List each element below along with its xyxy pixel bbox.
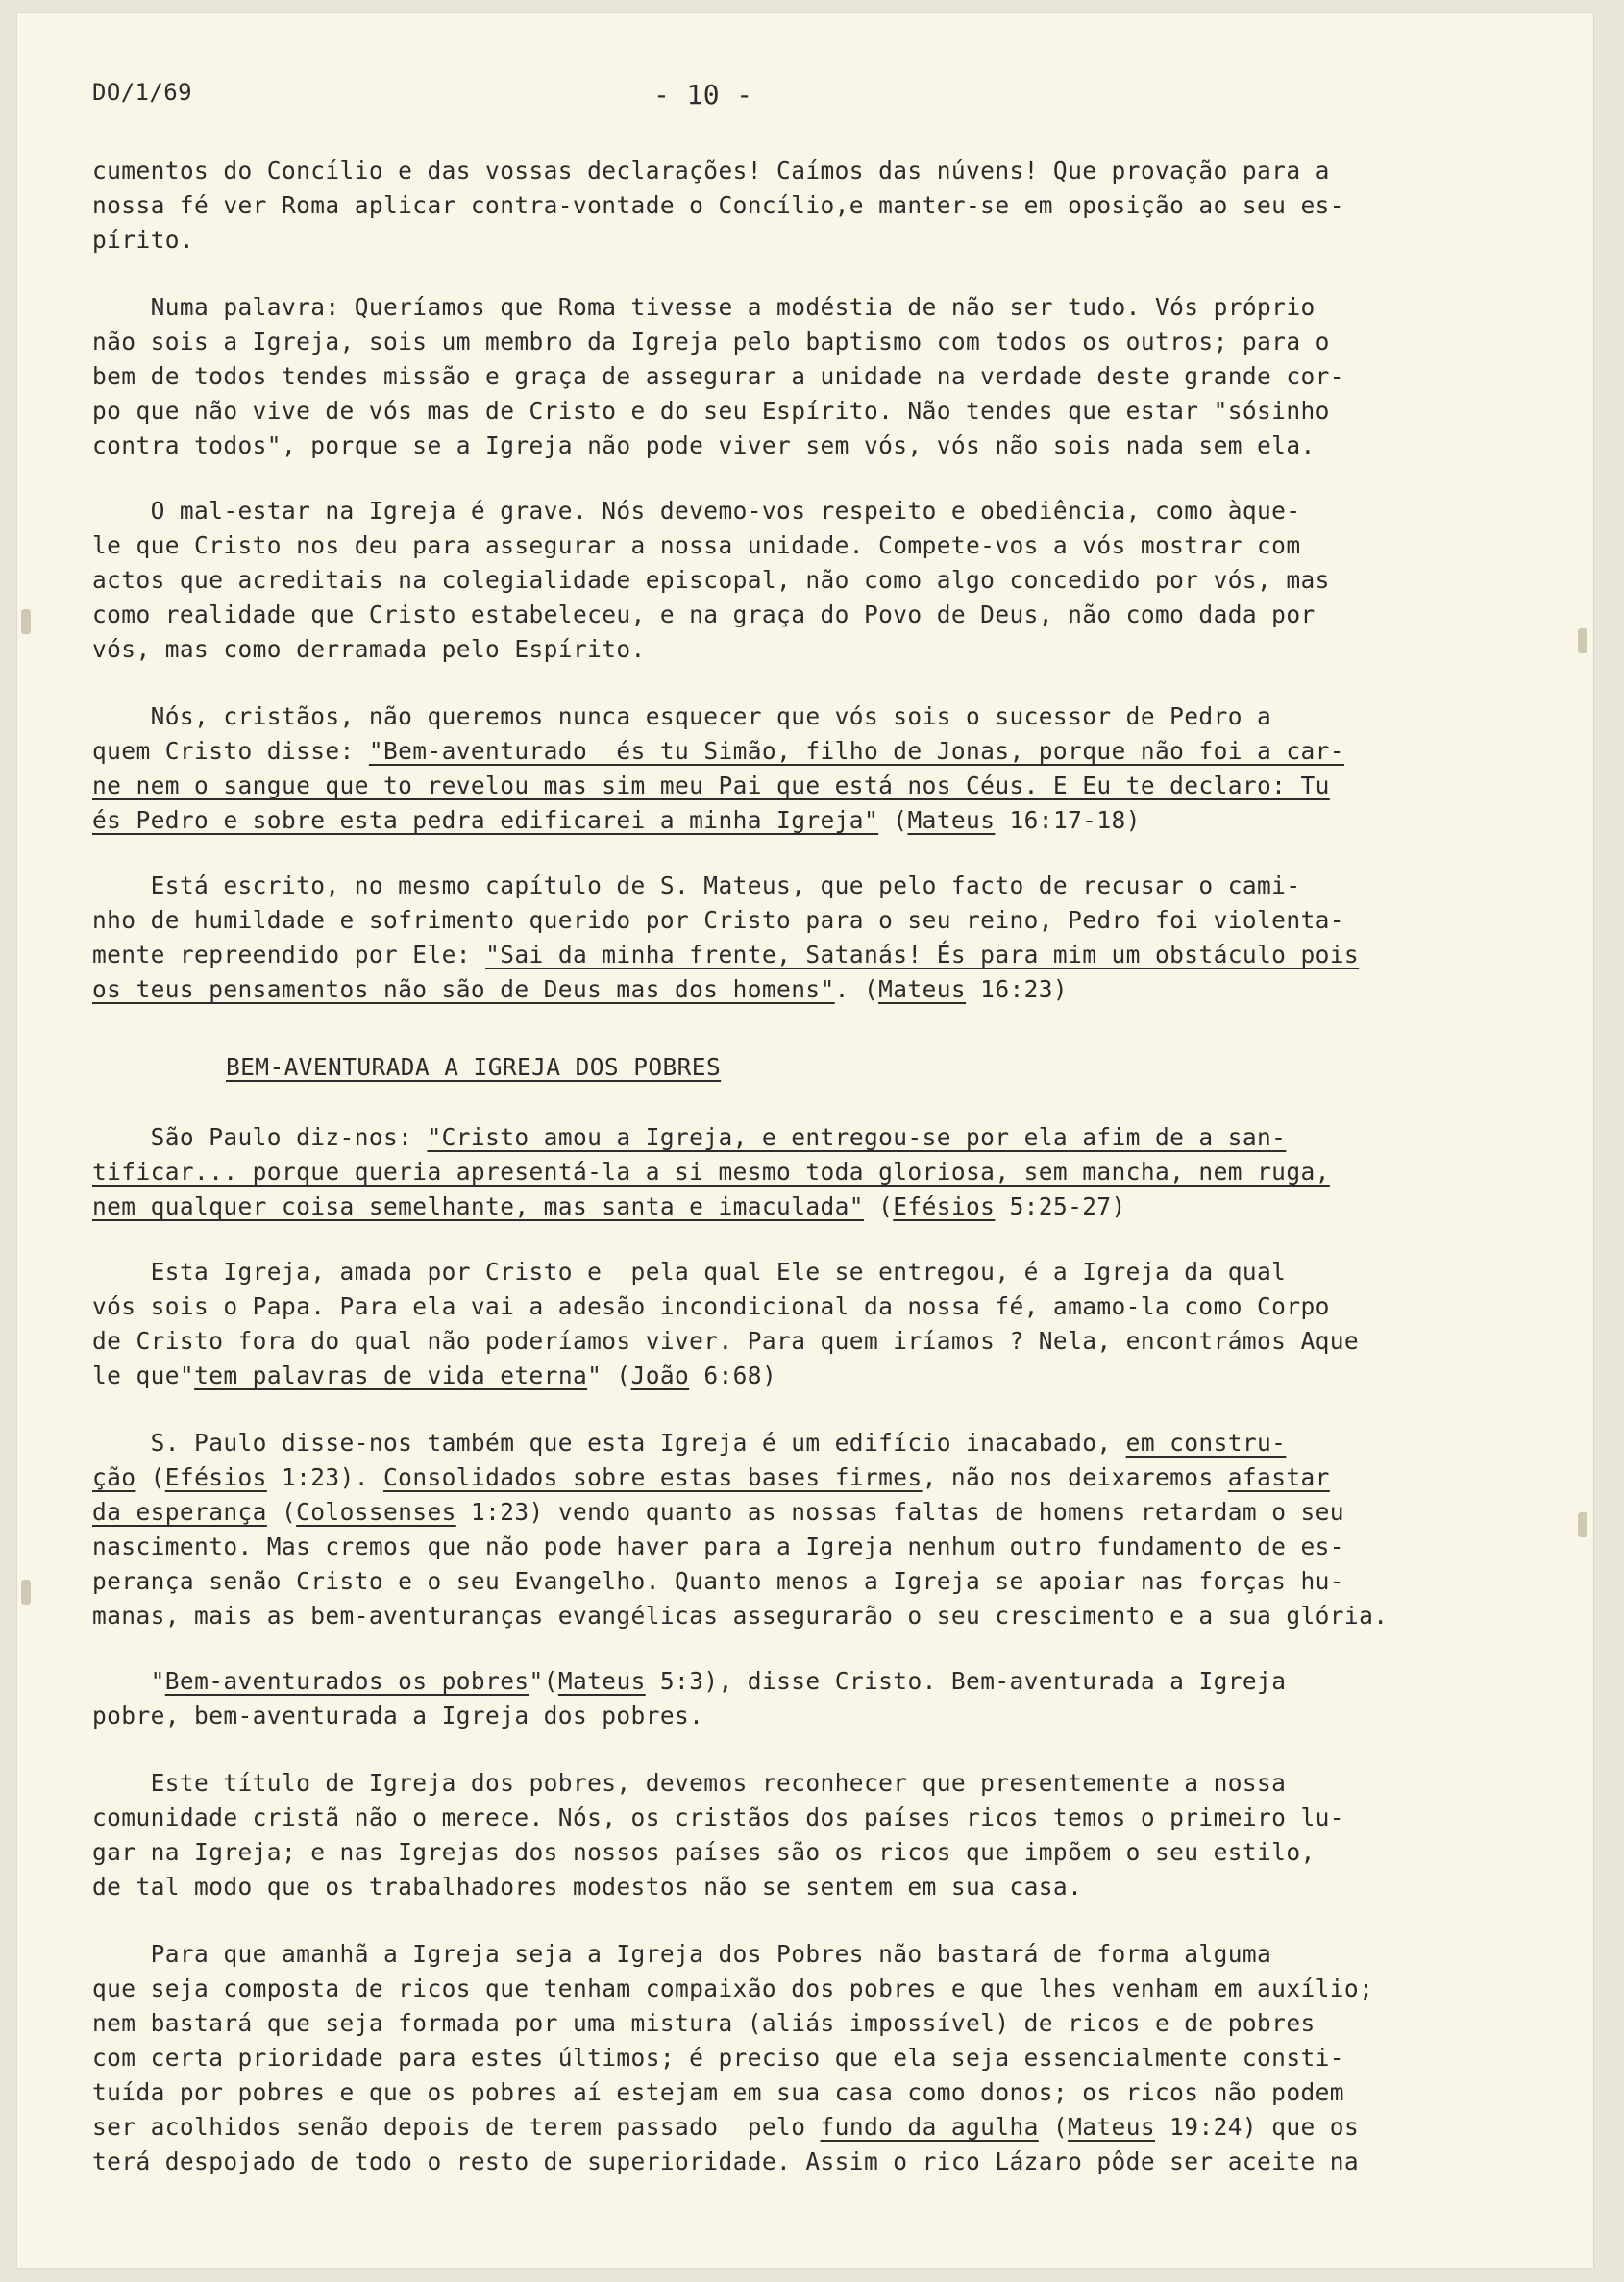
text-line — [92, 359, 1466, 394]
text-line — [92, 2145, 1466, 2179]
paragraph — [92, 154, 1466, 258]
underlined-text: Efésios — [893, 1192, 996, 1220]
text-segment: le que" — [92, 1362, 195, 1389]
underlined-text: da esperança — [92, 1498, 267, 1526]
text-line — [92, 1155, 1466, 1190]
paragraph — [92, 1426, 1466, 1633]
text-segment: pírito. — [92, 226, 195, 254]
text-line — [92, 528, 1466, 563]
text-line — [92, 1564, 1466, 1599]
text-segment: Numa palavra: Queríamos que Roma tivesse a modéstia de não ser tudo. Vós próprio — [92, 293, 1316, 321]
text-segment: não sois a Igreja, sois um membro da Igreja pelo baptismo com todos os outros; para o — [92, 328, 1330, 356]
text-segment: 16:17-18) — [995, 806, 1141, 834]
underlined-text: fundo da agulha — [820, 2113, 1039, 2141]
underlined-text: Bem-aventurados os pobres — [164, 1667, 529, 1695]
text-line — [92, 1289, 1466, 1324]
text-segment: po que não vive de vós mas de Cristo e do seu Espírito. Não tendes que estar "sósinho — [92, 397, 1330, 425]
underlined-text: "Sai da minha frente, Satanás! És para mim um obstáculo pois — [485, 941, 1360, 969]
text-line — [92, 394, 1466, 429]
text-line — [92, 1255, 1466, 1289]
text-segment: ( — [863, 1192, 894, 1220]
text-segment: 6:68) — [689, 1362, 777, 1389]
underlined-text: os teus pensamentos não são de Deus mas dos homens" — [92, 975, 835, 1003]
underlined-text: "Cristo amou a Igreja, e entregou-se por ela afim de a san- — [427, 1123, 1287, 1151]
underlined-text: afastar — [1227, 1463, 1330, 1491]
text-line — [92, 699, 1466, 734]
text-segment: nem bastará que seja formada por uma mistura (aliás impossível) de ricos e de pobres — [92, 2009, 1316, 2037]
text-line — [92, 2075, 1466, 2110]
underlined-text: Mateus — [1068, 2113, 1155, 2141]
text-line — [92, 188, 1466, 223]
text-segment: , não nos deixaremos — [922, 1463, 1228, 1491]
paragraph — [92, 699, 1466, 838]
text-segment: terá despojado de todo o resto de superioridade. Assim o rico Lázaro pôde ser aceite na — [92, 2147, 1360, 2175]
text-segment: São Paulo diz-nos: — [92, 1123, 428, 1151]
text-segment: tuída por pobres e que os pobres aí estejam em sua casa como donos; os ricos não podem — [92, 2078, 1344, 2106]
text-line — [92, 1599, 1466, 1633]
text-segment: Nós, cristãos, não queremos nunca esquecer que vós sois o sucessor de Pedro a — [92, 702, 1272, 730]
underlined-text: ção — [92, 1463, 136, 1491]
text-line — [92, 938, 1466, 972]
text-segment: Para que amanhã a Igreja seja a Igreja dos Pobres não bastará de forma alguma — [92, 1940, 1272, 1968]
text-line — [92, 1120, 1466, 1155]
underlined-text: ne nem o sangue que to revelou mas sim meu Pai que está nos Céus. E Eu te declaro: Tu — [92, 772, 1330, 799]
underlined-text: tificar... porque queria apresentá-la a si mesmo toda gloriosa, sem mancha, nem ruga, — [92, 1158, 1330, 1186]
text-segment: ( — [1038, 2113, 1069, 2141]
text-segment: manas, mais as bem-aventuranças evangélicas assegurarão o seu crescimento e a sua glória. — [92, 1602, 1389, 1630]
text-segment: ser acolhidos senão depois de terem passado pelo — [92, 2113, 821, 2141]
underlined-text: Consolidados sobre estas bases firmes — [383, 1463, 923, 1491]
text-segment: S. Paulo disse-nos também que esta Igreja é um edifício inacabado, — [92, 1429, 1126, 1457]
text-segment: que seja composta de ricos que tenham compaixão dos pobres e que lhes venham em auxílio; — [92, 1975, 1374, 2002]
text-line — [92, 1664, 1466, 1699]
text-segment: perança senão Cristo e o seu Evangelho. Quanto menos a Igreja se apoiar nas forças hu- — [92, 1567, 1344, 1595]
text-line — [92, 1460, 1466, 1495]
text-segment: . ( — [834, 975, 879, 1003]
text-line — [92, 563, 1466, 598]
text-line — [92, 290, 1466, 325]
text-line — [92, 1324, 1466, 1359]
paragraph — [92, 1664, 1466, 1733]
binding-hole-mark — [21, 1580, 31, 1605]
underlined-text: nem qualquer coisa semelhante, mas santa e imaculada" — [92, 1192, 864, 1220]
text-segment: contra todos", porque se a Igreja não pode viver sem vós, vós não sois nada sem ela. — [92, 431, 1316, 459]
text-segment: vós sois o Papa. Para ela vai a adesão incondicional da nossa fé, amamo-la como Corpo — [92, 1292, 1330, 1320]
text-line — [92, 2006, 1466, 2041]
paragraph — [92, 290, 1466, 463]
text-line — [92, 1699, 1466, 1733]
underlined-text: Mateus — [878, 975, 967, 1003]
paragraph — [92, 1255, 1466, 1393]
text-line — [92, 1835, 1466, 1870]
text-line — [92, 1801, 1466, 1835]
text-segment: nossa fé ver Roma aplicar contra-vontade o Concílio,e manter-se em oposição ao seu es- — [92, 191, 1344, 219]
text-segment: "( — [529, 1667, 558, 1695]
text-line — [92, 2110, 1466, 2145]
text-segment: de Cristo fora do qual não poderíamos viver. Para quem iríamos ? Nela, encontrámos Aque — [92, 1327, 1360, 1355]
text-segment: Este título de Igreja dos pobres, devemos reconhecer que presentemente a nossa — [92, 1769, 1287, 1797]
text-line — [92, 1937, 1466, 1972]
text-line — [92, 598, 1466, 632]
text-segment: ( — [135, 1463, 165, 1491]
text-line — [92, 1495, 1466, 1530]
text-line — [92, 1870, 1466, 1904]
text-segment: 16:23) — [966, 975, 1069, 1003]
text-segment: mente repreendido por Ele: — [92, 941, 486, 969]
underlined-text: "Bem-aventurado és tu Simão, filho de Jonas, porque não foi a car- — [368, 737, 1344, 765]
text-segment: ( — [266, 1498, 297, 1526]
text-segment: O mal-estar na Igreja é grave. Nós devemo-vos respeito e obediência, como àque- — [92, 497, 1301, 525]
text-segment: quem Cristo disse: — [92, 737, 369, 765]
underlined-text: tem palavras de vida eterna — [194, 1362, 588, 1389]
underlined-text: João — [630, 1362, 690, 1389]
text-segment: 1:23). — [266, 1463, 384, 1491]
text-segment: como realidade que Cristo estabeleceu, e na graça do Povo de Deus, não como dada por — [92, 601, 1316, 628]
text-line — [92, 972, 1466, 1007]
underlined-text: Efésios — [164, 1463, 267, 1491]
paragraph — [92, 494, 1466, 667]
text-segment: gar na Igreja; e nas Igrejas dos nossos países são os ricos que impõem o seu estilo, — [92, 1838, 1316, 1866]
text-segment: vós, mas como derramada pelo Espírito. — [92, 635, 646, 663]
underlined-text: Colossenses — [296, 1498, 456, 1526]
binding-hole-mark — [1578, 628, 1587, 653]
text-line — [92, 429, 1466, 463]
text-line — [92, 325, 1466, 359]
text-segment: cumentos do Concílio e das vossas declarações! Caímos das núvens! Que provação para a — [92, 157, 1330, 184]
text-segment: Está escrito, no mesmo capítulo de S. Mateus, que pelo facto de recusar o cami- — [92, 871, 1301, 899]
text-line — [92, 734, 1466, 769]
text-segment: comunidade cristã não o merece. Nós, os cristãos dos países ricos temos o primeiro lu- — [92, 1804, 1344, 1831]
text-segment: actos que acreditais na colegialidade episcopal, não como algo concedido por vós, mas — [92, 566, 1330, 594]
page-number: - 10 - — [653, 79, 753, 110]
text-segment: 19:24) que os — [1155, 2113, 1360, 2141]
text-segment: 5:3), disse Cristo. Bem-aventurada a Igreja — [645, 1667, 1287, 1695]
binding-hole-mark — [21, 609, 31, 634]
text-segment: pobre, bem-aventurada a Igreja dos pobres. — [92, 1702, 704, 1730]
underlined-text: em constru- — [1125, 1429, 1287, 1457]
text-line — [92, 1530, 1466, 1564]
text-line — [92, 903, 1466, 938]
document-reference: DO/1/69 — [92, 79, 192, 106]
text-segment: nascimento. Mas cremos que não pode haver para a Igreja nenhum outro fundamento de es- — [92, 1533, 1344, 1560]
text-line — [92, 1359, 1466, 1393]
text-segment: 5:25-27) — [995, 1192, 1126, 1220]
text-segment: 1:23) vendo quanto as nossas faltas de homens retardam o seu — [455, 1498, 1344, 1526]
text-line — [92, 769, 1466, 803]
paragraph — [92, 869, 1466, 1007]
text-segment: le que Cristo nos deu para assegurar a nossa unidade. Compete-vos a vós mostrar com — [92, 531, 1301, 559]
section-heading: BEM-AVENTURADA A IGREJA DOS POBRES — [226, 1053, 722, 1081]
text-segment: de tal modo que os trabalhadores modestos não se sentem em sua casa. — [92, 1873, 1083, 1901]
paragraph — [92, 1937, 1466, 2179]
underlined-text: Mateus — [557, 1667, 646, 1695]
underlined-text: Mateus — [907, 806, 996, 834]
text-segment: ( — [878, 806, 908, 834]
text-segment: " ( — [587, 1362, 631, 1389]
text-line — [92, 223, 1466, 258]
text-line — [92, 154, 1466, 188]
text-line — [92, 494, 1466, 528]
text-line — [92, 803, 1466, 838]
binding-hole-mark — [1578, 1512, 1587, 1537]
paragraph — [92, 1766, 1466, 1904]
underlined-text: és Pedro e sobre esta pedra edificarei a minha Igreja" — [92, 806, 879, 834]
paragraph — [92, 1120, 1466, 1224]
text-line — [92, 2041, 1466, 2075]
text-segment: bem de todos tendes missão e graça de assegurar a unidade na verdade deste grande cor- — [92, 362, 1344, 390]
text-segment: " — [92, 1667, 165, 1695]
text-segment: Esta Igreja, amada por Cristo e pela qual Ele se entregou, é a Igreja da qual — [92, 1258, 1287, 1286]
text-segment: com certa prioridade para estes últimos; é preciso que ela seja essencialmente consti- — [92, 2044, 1344, 2072]
text-segment: nho de humildade e sofrimento querido por Cristo para o seu reino, Pedro foi violenta- — [92, 906, 1344, 934]
text-line — [92, 1972, 1466, 2006]
text-line — [92, 1190, 1466, 1224]
text-line — [92, 1426, 1466, 1460]
text-line — [92, 632, 1466, 667]
text-line — [92, 869, 1466, 903]
text-line — [92, 1766, 1466, 1801]
